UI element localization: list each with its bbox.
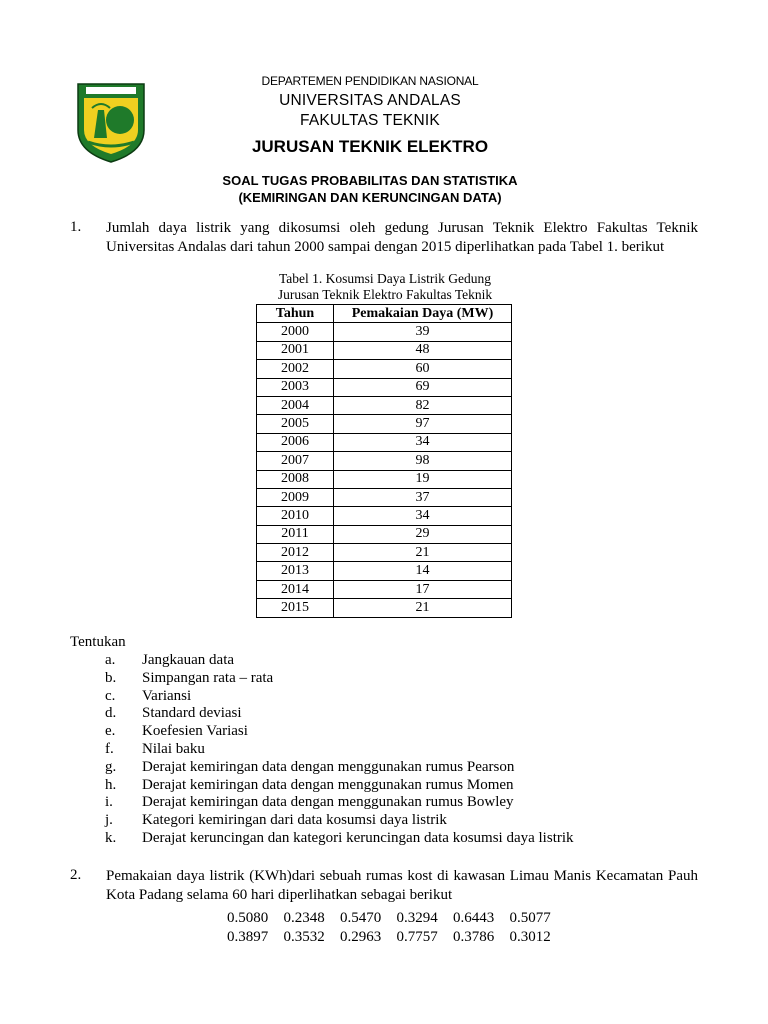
task-list [105,652,574,848]
list-item [105,705,574,723]
table-row [257,415,512,433]
list-item [105,688,574,706]
data-value: 0.5080 [227,910,269,926]
list-item [105,777,574,795]
list-item-letter: c. [105,687,116,704]
list-item-letter: j. [105,812,113,829]
cell-power: 97 [334,415,512,433]
table-row [257,488,512,506]
table-row [257,323,512,341]
list-item [105,759,574,777]
table-row [257,452,512,470]
power-consumption-table [256,304,512,618]
table-header-row [257,305,512,323]
data-value: 0.5077 [509,910,551,926]
list-item-text: Standard deviasi [142,705,242,722]
document-title: SOAL TUGAS PROBABILITAS DAN STATISTIKA [222,173,518,188]
list-item [105,723,574,741]
data-row-2 [227,929,566,946]
list-item-text: Derajat keruncingan dan kategori keruncingan data kosumsi daya listrik [142,829,574,846]
list-item [105,652,574,670]
question-1-text [106,219,698,256]
table-caption-line-1: Tabel 1. Kosumsi Daya Listrik Gedung [278,271,492,286]
cell-power: 48 [334,341,512,359]
university-logo [74,78,148,164]
list-item-text: Derajat kemiringan data dengan menggunakan rumus Momen [142,776,514,793]
list-item [105,670,574,688]
list-item-letter: d. [105,705,117,722]
list-item [105,741,574,759]
list-item-letter: a. [105,652,116,668]
table-row [257,470,512,488]
table-row [257,396,512,414]
cell-power: 82 [334,396,512,414]
cell-year: 2015 [257,599,334,617]
question-1-line-1: Jumlah daya listrik yang dikosumsi oleh gedung Jurusan Teknik Elektro Fakultas Teknik [106,220,698,236]
list-item-letter: h. [105,776,117,793]
column-header-year: Tahun [257,305,334,323]
cell-year: 2013 [257,562,334,580]
cell-power: 21 [334,544,512,562]
cell-year: 2006 [257,433,334,451]
question-1-number: 1. [70,219,82,235]
table-body [257,323,512,617]
list-item-text: Koefesien Variasi [142,723,248,740]
list-item [105,830,574,848]
cell-year: 2000 [257,323,334,341]
table-row [257,562,512,580]
list-item-letter: i. [105,794,113,811]
table-row [257,544,512,562]
cell-power: 69 [334,378,512,396]
table-row [257,507,512,525]
list-item-text: Nilai baku [142,740,205,757]
table-row [257,599,512,617]
cell-year: 2014 [257,580,334,598]
cell-power: 39 [334,323,512,341]
table-row [257,341,512,359]
cell-year: 2004 [257,396,334,414]
list-item-text: Derajat kemiringan data dengan menggunakan rumus Bowley [142,794,514,811]
list-item-text: Variansi [142,687,192,704]
cell-power: 98 [334,452,512,470]
list-item-text: Jangkauan data [142,652,235,668]
cell-year: 2009 [257,488,334,506]
question-2-number: 2. [70,867,82,883]
cell-power: 34 [334,507,512,525]
department-name: DEPARTEMEN PENDIDIKAN NASIONAL [261,74,479,88]
question-2-text [106,867,698,904]
list-item-text: Simpangan rata – rata [142,669,274,686]
cell-power: 60 [334,360,512,378]
task-heading: Tentukan [70,634,126,650]
data-value: 0.2348 [283,910,325,926]
cell-power: 29 [334,525,512,543]
cell-power: 19 [334,470,512,488]
data-value: 0.3294 [396,910,438,926]
question-1-line-2: Universitas Andalas dari tahun 2000 sampai dengan 2015 diperlihatkan pada Tabel 1. berikut [106,238,665,255]
data-value: 0.2963 [340,929,382,945]
list-item-letter: g. [105,758,117,775]
cell-year: 2002 [257,360,334,378]
question-2-line-2: Kota Padang selama 60 hari diperlihatkan sebagai berikut [106,886,453,903]
list-item-text: Kategori kemiringan dari data kosumsi daya listrik [142,812,447,829]
cell-year: 2005 [257,415,334,433]
column-header-power: Pemakaian Daya (MW) [334,305,512,323]
cell-year: 2001 [257,341,334,359]
major-name: JURUSAN TEKNIK ELEKTRO [251,137,489,156]
data-value: 0.7757 [396,929,438,945]
list-item [105,794,574,812]
data-value: 0.3897 [227,929,269,945]
data-value: 0.3786 [453,929,495,945]
cell-power: 21 [334,599,512,617]
cell-power: 34 [334,433,512,451]
cell-year: 2010 [257,507,334,525]
cell-power: 14 [334,562,512,580]
list-item-letter: e. [105,723,116,740]
cell-year: 2012 [257,544,334,562]
data-value: 0.6443 [453,910,495,926]
faculty-name: FAKULTAS TEKNIK [300,112,440,129]
table-row [257,525,512,543]
list-item-letter: k. [105,829,117,846]
cell-year: 2003 [257,378,334,396]
question-2-line-1: Pemakaian daya listrik (KWh)dari sebuah rumas kost di kawasan Limau Manis Kecamatan Pauh [106,868,698,884]
cell-year: 2007 [257,452,334,470]
cell-year: 2011 [257,525,334,543]
list-item-text: Derajat kemiringan data dengan menggunakan rumus Pearson [142,758,515,775]
document-subtitle: (KEMIRINGAN DAN KERUNCINGAN DATA) [238,190,502,205]
table-row [257,580,512,598]
list-item-letter: b. [105,669,117,686]
data-value: 0.5470 [340,910,382,926]
table-caption-line-2: Jurusan Teknik Elektro Fakultas Teknik [277,287,493,302]
table-row [257,360,512,378]
list-item [105,812,574,830]
cell-power: 37 [334,488,512,506]
data-value: 0.3532 [283,929,325,945]
table-row [257,378,512,396]
list-item-letter: f. [105,740,114,757]
cell-year: 2008 [257,470,334,488]
table-row [257,433,512,451]
data-value: 0.3012 [509,929,551,945]
cell-power: 17 [334,580,512,598]
data-row-1 [227,910,566,927]
university-name: UNIVERSITAS ANDALAS [279,92,461,109]
